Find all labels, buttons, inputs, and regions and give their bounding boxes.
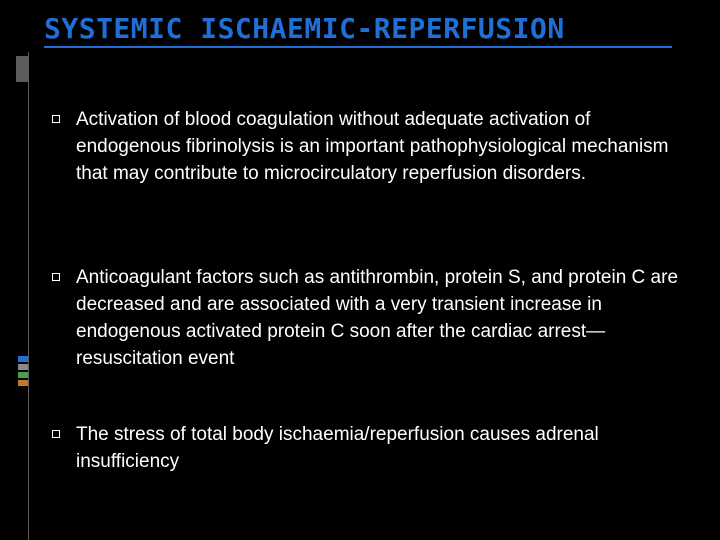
slide-title: SYSTEMIC ISCHAEMIC-REPERFUSION bbox=[44, 12, 565, 45]
bullet-text: Activation of blood coagulation without adequate activation of endogenous fibrinolysis is an important pathophysiological mechanism that may contribute to microcirculatory reperfusion disorders. bbox=[76, 109, 669, 184]
title-underline bbox=[44, 46, 672, 48]
square-bullet-icon bbox=[52, 115, 60, 123]
decorative-strip-gray bbox=[18, 364, 28, 370]
left-vertical-rule bbox=[28, 52, 29, 540]
bullet-item bbox=[50, 421, 700, 475]
decorative-strip-blue bbox=[18, 356, 28, 362]
bullet-item bbox=[50, 106, 700, 187]
bullet-text: Anticoagulant factors such as antithrombin, protein S, and protein C are decreased and are associated with a very transient increase in endogenous activated protein C soon after the cardiac arrest—resuscitation event bbox=[76, 267, 679, 369]
square-bullet-icon bbox=[52, 430, 60, 438]
square-bullet-icon bbox=[52, 273, 60, 281]
decorative-square bbox=[16, 56, 29, 82]
decorative-strip-orange bbox=[18, 380, 28, 386]
decorative-strip-green bbox=[18, 372, 28, 378]
bullet-list bbox=[50, 106, 700, 472]
bullet-text: The stress of total body ischaemia/reperfusion causes adrenal insufficiency bbox=[76, 424, 599, 472]
bullet-item bbox=[50, 264, 700, 372]
